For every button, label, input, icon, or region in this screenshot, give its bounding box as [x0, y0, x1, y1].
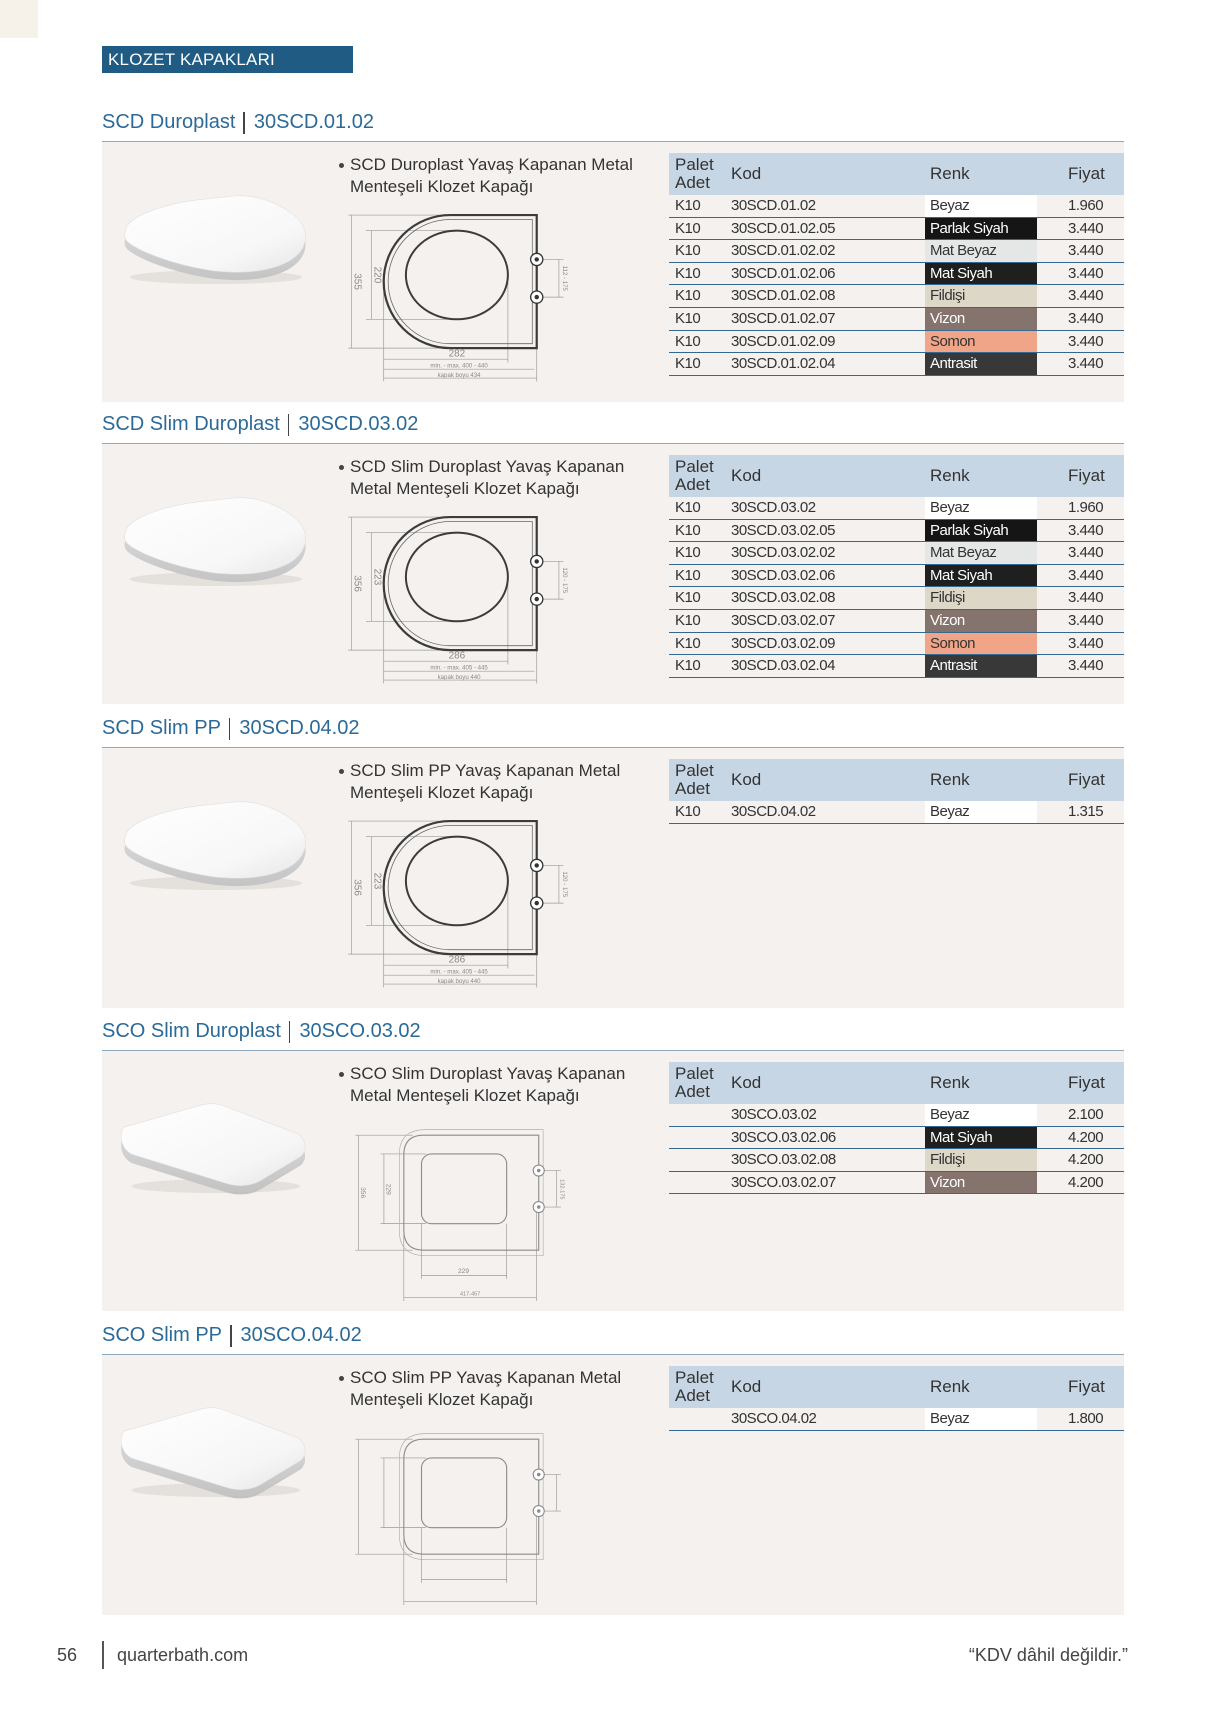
- product-code: 30SCD.01.02: [253, 111, 374, 133]
- header-palet-line: Palet: [675, 1368, 714, 1387]
- product-name: SCO Slim PP: [102, 1324, 223, 1346]
- title-separator: [243, 112, 245, 134]
- dimension-label: 356: [351, 879, 363, 896]
- bullet-icon: [339, 1376, 344, 1381]
- toilet-seat-photo: [108, 795, 316, 893]
- description-line: SCO Slim Duroplast Yavaş Kapanan: [350, 1064, 626, 1083]
- table-row: [669, 240, 1124, 263]
- header-palet-line: Adet: [675, 779, 710, 798]
- fiyat-cell: 3.440: [1068, 521, 1104, 539]
- kod-cell: 30SCD.03.02.04: [731, 657, 835, 675]
- palet-cell: K10: [675, 544, 701, 562]
- seat-opening: [406, 533, 508, 622]
- renk-cell: Mat Siyah: [925, 1127, 1037, 1149]
- table-row: [669, 520, 1124, 543]
- seat-opening: [406, 231, 508, 320]
- table-row: [669, 218, 1124, 241]
- kod-cell: 30SCD.01.02.04: [731, 355, 835, 373]
- product-code: 30SCD.04.02: [239, 717, 360, 739]
- dimension-label: min. - max. 400 - 440: [430, 362, 488, 370]
- header-renk: Renk: [930, 1377, 970, 1396]
- dimension-label: 282: [448, 348, 466, 360]
- header-palet: [675, 1065, 714, 1101]
- bullet-icon: [339, 163, 344, 168]
- dimension-label: 417-457: [460, 1291, 481, 1298]
- product-name: SCO Slim Duroplast: [102, 1020, 281, 1042]
- product-section: [102, 1013, 1124, 1311]
- table-header: [669, 759, 1124, 801]
- palet-cell: K10: [675, 611, 701, 629]
- kod-cell: 30SCD.01.02.09: [731, 332, 835, 350]
- description-line: SCO Slim PP Yavaş Kapanan Metal: [350, 1368, 622, 1387]
- description-line: SCD Slim PP Yavaş Kapanan Metal: [350, 761, 621, 780]
- palet-cell: K10: [675, 521, 701, 539]
- fiyat-cell: 3.440: [1068, 589, 1104, 607]
- dimension-label: 286: [448, 954, 466, 966]
- title-separator: [229, 718, 231, 740]
- header-palet-line: Adet: [675, 173, 710, 192]
- seat-rim: [388, 219, 532, 343]
- header-renk: Renk: [930, 1073, 970, 1092]
- section-title: [102, 1317, 1124, 1355]
- dimension-label: 223: [371, 872, 383, 890]
- renk-cell: Beyaz: [925, 497, 1037, 519]
- dimension-label: 229: [457, 1267, 470, 1275]
- dimension-label: 132-175: [558, 1179, 565, 1200]
- table-row: [669, 565, 1124, 588]
- kod-cell: 30SCO.03.02.06: [731, 1128, 836, 1146]
- toilet-seat-image: [108, 1098, 316, 1196]
- fiyat-cell: 3.440: [1068, 264, 1104, 282]
- renk-cell: Fildişi: [925, 285, 1037, 307]
- product-section: [102, 710, 1124, 1008]
- technical-drawing-svg: [346, 1427, 570, 1615]
- fiyat-cell: 3.440: [1068, 219, 1104, 237]
- table-row: [669, 633, 1124, 656]
- fiyat-cell: 3.440: [1068, 657, 1104, 675]
- palet-cell: K10: [675, 332, 701, 350]
- renk-cell: Vizon: [925, 308, 1037, 330]
- dimension-label: 120 - 175: [560, 567, 568, 594]
- renk-cell: Somon: [925, 633, 1037, 655]
- product-name: SCD Slim PP: [102, 717, 221, 739]
- fiyat-cell: 4.200: [1068, 1128, 1104, 1146]
- header-palet-line: Palet: [675, 457, 714, 476]
- dimension-lines: [355, 1135, 561, 1301]
- description-line: Metal Menteşeli Klozet Kapağı: [350, 479, 580, 498]
- seat-opening: [406, 837, 508, 926]
- table-row: [669, 353, 1124, 376]
- fiyat-cell: 1.960: [1068, 197, 1104, 214]
- palet-cell: K10: [675, 803, 701, 820]
- header-fiyat: Fiyat: [1068, 466, 1105, 485]
- seat-rim: [388, 825, 532, 949]
- table-header: [669, 153, 1124, 195]
- renk-cell: Parlak Siyah: [925, 218, 1037, 240]
- description-line: SCD Slim Duroplast Yavaş Kapanan: [350, 457, 625, 476]
- renk-cell: Vizon: [925, 610, 1037, 632]
- table-row: [669, 195, 1124, 218]
- title-separator: [288, 414, 290, 436]
- palet-cell: K10: [675, 242, 701, 260]
- price-table: [669, 1062, 1124, 1194]
- description-line: SCD Duroplast Yavaş Kapanan Metal: [350, 155, 633, 174]
- product-description: [339, 456, 624, 500]
- renk-cell: Somon: [925, 331, 1037, 353]
- dimension-label: 220: [371, 266, 383, 284]
- technical-drawing: [346, 508, 570, 688]
- header-fiyat: Fiyat: [1068, 164, 1105, 183]
- toilet-seat-photo: [108, 189, 316, 287]
- product-description: [339, 760, 620, 804]
- product-code: 30SCO.04.02: [240, 1324, 362, 1346]
- header-renk: Renk: [930, 164, 970, 183]
- product-code: 30SCO.03.02: [299, 1020, 421, 1042]
- palet-cell: K10: [675, 219, 701, 237]
- toilet-seat-image: [108, 1402, 316, 1500]
- header-palet-line: Palet: [675, 155, 714, 174]
- title-separator: [230, 1325, 232, 1347]
- seat-outline: [404, 1439, 539, 1554]
- fiyat-cell: 1.315: [1068, 803, 1104, 820]
- fiyat-cell: 3.440: [1068, 287, 1104, 305]
- renk-cell: Beyaz: [925, 195, 1037, 217]
- kod-cell: 30SCD.01.02.06: [731, 264, 835, 282]
- price-table: [669, 1366, 1124, 1431]
- palet-cell: K10: [675, 309, 701, 327]
- table-row: [669, 1408, 1124, 1431]
- toilet-seat-photo: [108, 1402, 316, 1500]
- fiyat-cell: 3.440: [1068, 355, 1104, 373]
- footer-separator: [102, 1641, 104, 1669]
- renk-cell: Fildişi: [925, 1149, 1037, 1171]
- kod-cell: 30SCO.03.02: [731, 1106, 817, 1123]
- table-row: [669, 542, 1124, 565]
- seat-outline: [404, 1135, 539, 1250]
- fiyat-cell: 3.440: [1068, 634, 1104, 652]
- product-section: [102, 104, 1124, 402]
- kod-cell: 30SCD.03.02.06: [731, 566, 835, 584]
- product-section: [102, 406, 1124, 704]
- product-code: 30SCD.03.02: [298, 413, 419, 435]
- kod-cell: 30SCO.03.02.08: [731, 1151, 836, 1169]
- bullet-icon: [339, 465, 344, 470]
- kod-cell: 30SCD.01.02.07: [731, 309, 835, 327]
- table-row: [669, 610, 1124, 633]
- toilet-seat-image: [108, 189, 316, 287]
- kod-cell: 30SCD.01.02.02: [731, 242, 835, 260]
- kod-cell: 30SCD.03.02.02: [731, 544, 835, 562]
- page-number: 56: [57, 1645, 78, 1665]
- table-row: [669, 1172, 1124, 1195]
- product-name: SCD Slim Duroplast: [102, 413, 280, 435]
- technical-drawing-svg: [346, 206, 570, 386]
- renk-cell: Parlak Siyah: [925, 520, 1037, 542]
- product-description: [339, 1367, 621, 1411]
- table-row: [669, 308, 1124, 331]
- kod-cell: 30SCD.03.02.07: [731, 611, 835, 629]
- technical-drawing: [346, 206, 570, 386]
- website-text: quarterbath.com: [117, 1645, 249, 1665]
- dimension-label: kapak boyu 434: [437, 371, 481, 379]
- kod-cell: 30SCD.03.02.08: [731, 589, 835, 607]
- product-panel: [102, 142, 1124, 402]
- seat-rim: [388, 521, 532, 645]
- table-header: [669, 1366, 1124, 1408]
- palet-cell: K10: [675, 499, 701, 516]
- table-row: [669, 497, 1124, 520]
- header-palet: [675, 762, 714, 798]
- toilet-seat-image: [108, 491, 316, 589]
- vat-note: “KDV dâhil değildir.”: [968, 1645, 1128, 1665]
- table-row: [669, 263, 1124, 286]
- corner-decoration: [0, 0, 38, 38]
- renk-cell: Mat Siyah: [925, 263, 1037, 285]
- table-row: [669, 1149, 1124, 1172]
- description-line: Metal Menteşeli Klozet Kapağı: [350, 1086, 580, 1105]
- fiyat-cell: 3.440: [1068, 566, 1104, 584]
- fiyat-cell: 4.200: [1068, 1173, 1104, 1191]
- description-line: Menteşeli Klozet Kapağı: [350, 177, 534, 196]
- title-separator: [289, 1021, 291, 1043]
- kod-cell: 30SCD.03.02: [731, 499, 816, 516]
- fiyat-cell: 3.440: [1068, 242, 1104, 260]
- product-panel: [102, 444, 1124, 704]
- category-header: KLOZET KAPAKLARI: [102, 46, 353, 73]
- product-section: [102, 1317, 1124, 1615]
- table-row: [669, 1127, 1124, 1150]
- technical-drawing-svg: [346, 812, 570, 992]
- toilet-seat-image: [108, 795, 316, 893]
- price-table: [669, 455, 1124, 678]
- product-name: SCD Duroplast: [102, 111, 236, 133]
- toilet-seat-photo: [108, 1098, 316, 1196]
- palet-cell: K10: [675, 355, 701, 373]
- header-renk: Renk: [930, 466, 970, 485]
- renk-cell: Fildişi: [925, 587, 1037, 609]
- fiyat-cell: 3.440: [1068, 611, 1104, 629]
- table-header: [669, 1062, 1124, 1104]
- product-panel: [102, 1355, 1124, 1615]
- seat-opening: [422, 1458, 507, 1528]
- dimension-label: min. - max. 405 - 445: [430, 664, 488, 672]
- header-kod: Kod: [731, 770, 762, 789]
- palet-cell: K10: [675, 264, 701, 282]
- table-row: [669, 331, 1124, 354]
- renk-cell: Mat Beyaz: [925, 240, 1037, 262]
- kod-cell: 30SCD.01.02.05: [731, 219, 835, 237]
- kod-cell: 30SCD.04.02: [731, 803, 816, 820]
- header-kod: Kod: [731, 466, 762, 485]
- renk-cell: Mat Beyaz: [925, 542, 1037, 564]
- header-renk: Renk: [930, 770, 970, 789]
- product-panel: [102, 748, 1124, 1008]
- dimension-label: kapak boyu 440: [437, 977, 481, 985]
- technical-drawing-svg: [346, 508, 570, 688]
- renk-cell: Beyaz: [925, 801, 1037, 823]
- table-row: [669, 801, 1124, 824]
- dimension-label: 229: [384, 1183, 392, 1195]
- header-palet-line: Adet: [675, 475, 710, 494]
- dimension-label: kapak boyu 440: [437, 673, 481, 681]
- technical-drawing: [346, 812, 570, 992]
- header-kod: Kod: [731, 1377, 762, 1396]
- table-row: [669, 285, 1124, 308]
- section-title: [102, 1013, 1124, 1051]
- product-description: [339, 1063, 625, 1107]
- product-description: [339, 154, 633, 198]
- table-row: [669, 1104, 1124, 1127]
- renk-cell: Antrasit: [925, 353, 1037, 375]
- fiyat-cell: 1.960: [1068, 499, 1104, 516]
- palet-cell: K10: [675, 197, 701, 214]
- section-title: [102, 406, 1124, 444]
- renk-cell: Beyaz: [925, 1104, 1037, 1126]
- bullet-icon: [339, 769, 344, 774]
- dimension-label: 223: [371, 568, 383, 586]
- table-header: [669, 455, 1124, 497]
- header-palet-line: Palet: [675, 1064, 714, 1083]
- header-palet-line: Palet: [675, 761, 714, 780]
- renk-cell: Vizon: [925, 1172, 1037, 1194]
- palet-cell: K10: [675, 287, 701, 305]
- palet-cell: K10: [675, 566, 701, 584]
- price-table: [669, 153, 1124, 376]
- fiyat-cell: 1.800: [1068, 1410, 1104, 1427]
- header-palet-line: Adet: [675, 1386, 710, 1405]
- header-kod: Kod: [731, 164, 762, 183]
- renk-cell: Antrasit: [925, 655, 1037, 677]
- header-kod: Kod: [731, 1073, 762, 1092]
- renk-cell: Mat Siyah: [925, 565, 1037, 587]
- bullet-icon: [339, 1072, 344, 1077]
- renk-cell: Beyaz: [925, 1408, 1037, 1430]
- table-row: [669, 587, 1124, 610]
- kod-cell: 30SCD.03.02.05: [731, 521, 835, 539]
- kod-cell: 30SCD.01.02.08: [731, 287, 835, 305]
- header-fiyat: Fiyat: [1068, 1377, 1105, 1396]
- technical-drawing: [346, 1427, 570, 1607]
- palet-cell: K10: [675, 634, 701, 652]
- dimension-label: 356: [351, 575, 363, 592]
- seat-opening: [422, 1154, 507, 1224]
- dimension-label: min. - max. 405 - 445: [430, 968, 488, 976]
- palet-cell: K10: [675, 589, 701, 607]
- technical-drawing-svg: [346, 1123, 570, 1311]
- header-palet: [675, 156, 714, 192]
- kod-cell: 30SCO.04.02: [731, 1410, 817, 1427]
- header-palet: [675, 458, 714, 494]
- fiyat-cell: 2.100: [1068, 1106, 1104, 1123]
- header-fiyat: Fiyat: [1068, 770, 1105, 789]
- toilet-seat-photo: [108, 491, 316, 589]
- header-fiyat: Fiyat: [1068, 1073, 1105, 1092]
- description-line: Menteşeli Klozet Kapağı: [350, 783, 534, 802]
- kod-cell: 30SCD.03.02.09: [731, 634, 835, 652]
- kod-cell: 30SCD.01.02: [731, 197, 816, 214]
- dimension-label: 286: [448, 650, 466, 662]
- fiyat-cell: 4.200: [1068, 1151, 1104, 1169]
- kod-cell: 30SCO.03.02.07: [731, 1173, 836, 1191]
- dimension-lines: [355, 1439, 561, 1605]
- technical-drawing: [346, 1123, 570, 1303]
- fiyat-cell: 3.440: [1068, 309, 1104, 327]
- palet-cell: K10: [675, 657, 701, 675]
- price-table: [669, 759, 1124, 824]
- dimension-label: 120 - 175: [560, 871, 568, 898]
- header-palet-line: Adet: [675, 1082, 710, 1101]
- product-panel: [102, 1051, 1124, 1311]
- fiyat-cell: 3.440: [1068, 544, 1104, 562]
- dimension-label: 356: [359, 1187, 367, 1199]
- header-palet: [675, 1369, 714, 1405]
- dimension-label: 112 - 175: [560, 265, 568, 291]
- section-title: [102, 710, 1124, 748]
- table-row: [669, 655, 1124, 678]
- dimension-label: 355: [351, 273, 363, 290]
- fiyat-cell: 3.440: [1068, 332, 1104, 350]
- section-title: [102, 104, 1124, 142]
- description-line: Menteşeli Klozet Kapağı: [350, 1390, 534, 1409]
